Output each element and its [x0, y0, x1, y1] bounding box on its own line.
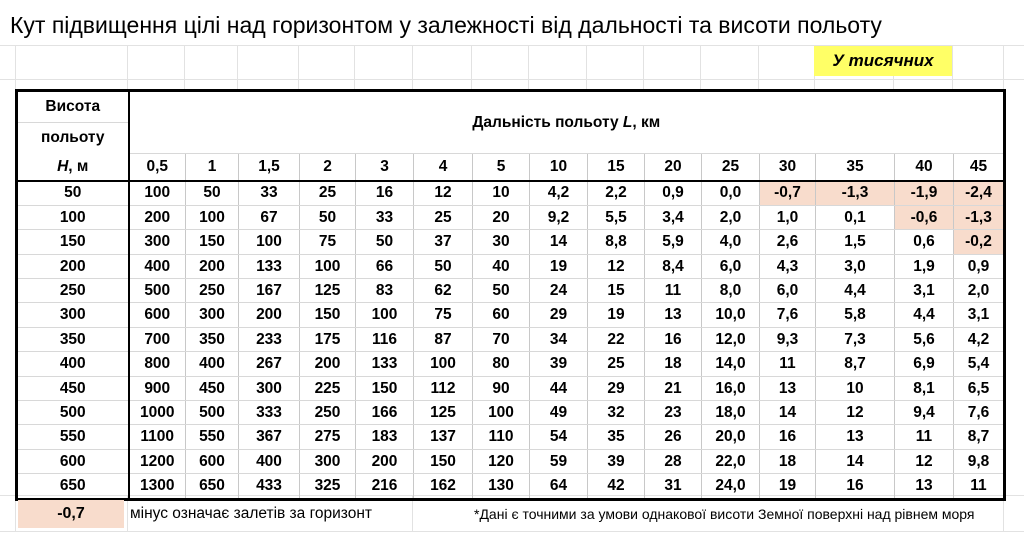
angle-cell: 225 [300, 376, 356, 400]
angle-cell: 33 [356, 205, 414, 229]
angle-cell: 83 [356, 279, 414, 303]
table-row [17, 474, 1005, 499]
angle-cell: 333 [239, 401, 300, 425]
table-row [17, 425, 1005, 449]
range-column-header: 3 [356, 153, 414, 181]
angle-cell: 19 [588, 303, 645, 327]
angle-cell: 8,1 [895, 376, 954, 400]
angle-cell: 18,0 [702, 401, 760, 425]
angle-cell: 2,0 [702, 205, 760, 229]
angle-cell: 11 [895, 425, 954, 449]
angle-cell: 130 [473, 474, 530, 499]
angle-cell: 39 [588, 449, 645, 473]
angle-cell: 42 [588, 474, 645, 499]
angle-cell: 26 [645, 425, 702, 449]
angle-cell: 50 [473, 279, 530, 303]
angle-cell: 1,9 [895, 254, 954, 278]
angle-cell: 183 [356, 425, 414, 449]
angle-cell: 7,6 [954, 401, 1005, 425]
height-cell: 300 [17, 303, 129, 327]
angle-cell: 12,0 [702, 327, 760, 351]
angle-cell: 110 [473, 425, 530, 449]
legend-text: мінус означає залетів за горизонт [130, 505, 373, 522]
angle-cell: 433 [239, 474, 300, 499]
angle-cell: 62 [414, 279, 473, 303]
angle-cell: 400 [129, 254, 186, 278]
height-header-line2: польоту [17, 123, 129, 154]
table-row [17, 327, 1005, 351]
table-row [17, 279, 1005, 303]
angle-cell: 67 [239, 205, 300, 229]
angle-cell: 200 [186, 254, 239, 278]
angle-cell: 24,0 [702, 474, 760, 499]
angle-cell: 300 [186, 303, 239, 327]
range-column-header: 40 [895, 153, 954, 181]
angle-cell: 16 [356, 181, 414, 206]
angle-cell: 8,4 [645, 254, 702, 278]
angle-cell: 18 [645, 352, 702, 376]
range-symbol: L [622, 113, 633, 131]
height-cell: 650 [17, 474, 129, 499]
angle-cell: 2,0 [954, 279, 1005, 303]
legend-sample-value: -0,7 [18, 500, 124, 528]
angle-cell: 66 [356, 254, 414, 278]
angle-cell: 12 [895, 449, 954, 473]
angle-cell: 3,1 [895, 279, 954, 303]
angle-cell: 300 [239, 376, 300, 400]
angle-cell: 5,6 [895, 327, 954, 351]
angle-cell: 3,1 [954, 303, 1005, 327]
angle-cell: 9,2 [530, 205, 588, 229]
angle-cell: 5,5 [588, 205, 645, 229]
angle-cell: 116 [356, 327, 414, 351]
angle-cell: 14 [760, 401, 816, 425]
angle-cell: 18 [760, 449, 816, 473]
angle-cell: 29 [530, 303, 588, 327]
angle-cell: 11 [760, 352, 816, 376]
angle-cell: 4,3 [760, 254, 816, 278]
angle-cell: 100 [300, 254, 356, 278]
angle-cell: 3,0 [816, 254, 895, 278]
height-cell: 450 [17, 376, 129, 400]
angle-cell: 2,6 [760, 230, 816, 254]
angle-cell: 0,9 [645, 181, 702, 206]
angle-cell: 4,2 [954, 327, 1005, 351]
height-unit: , м [68, 157, 89, 175]
angle-cell: 13 [760, 376, 816, 400]
angle-cell: 19 [530, 254, 588, 278]
angle-cell: 16,0 [702, 376, 760, 400]
angle-cell: 59 [530, 449, 588, 473]
angle-cell: 0,9 [954, 254, 1005, 278]
angle-cell: 1100 [129, 425, 186, 449]
angle-cell: 100 [129, 181, 186, 206]
range-column-header: 20 [645, 153, 702, 181]
angle-cell: 125 [414, 401, 473, 425]
angle-cell: 28 [645, 449, 702, 473]
angle-cell: 800 [129, 352, 186, 376]
table-row [17, 181, 1005, 206]
height-cell: 350 [17, 327, 129, 351]
range-header [129, 91, 1005, 154]
angle-cell: 6,9 [895, 352, 954, 376]
angle-cell: 13 [816, 425, 895, 449]
height-cell: 500 [17, 401, 129, 425]
angle-cell: 500 [186, 401, 239, 425]
table-row [17, 254, 1005, 278]
angle-cell: 200 [129, 205, 186, 229]
table-row [17, 230, 1005, 254]
angle-cell: 700 [129, 327, 186, 351]
angle-cell: 175 [300, 327, 356, 351]
height-header-line1: Висота [17, 91, 129, 123]
angle-cell: 50 [186, 181, 239, 206]
range-column-header: 45 [954, 153, 1005, 181]
angle-cell: 10 [473, 181, 530, 206]
angle-cell: 33 [239, 181, 300, 206]
height-unit-header [17, 153, 129, 181]
angle-cell: 250 [300, 401, 356, 425]
angle-cell: 300 [129, 230, 186, 254]
angle-cell: 4,0 [702, 230, 760, 254]
range-unit: , км [632, 113, 661, 131]
angle-cell: 133 [239, 254, 300, 278]
angle-cell: 12 [414, 181, 473, 206]
angle-cell: 650 [186, 474, 239, 499]
range-column-header: 4 [414, 153, 473, 181]
angle-cell: 64 [530, 474, 588, 499]
angle-cell: -0,7 [760, 181, 816, 206]
height-symbol: H [57, 157, 69, 175]
range-column-header: 25 [702, 153, 760, 181]
angle-cell: 150 [356, 376, 414, 400]
angle-cell: 216 [356, 474, 414, 499]
angle-cell: 87 [414, 327, 473, 351]
angle-cell: 10 [816, 376, 895, 400]
angle-cell: 35 [588, 425, 645, 449]
angle-cell: 37 [414, 230, 473, 254]
angle-cell: 4,2 [530, 181, 588, 206]
angle-cell: 112 [414, 376, 473, 400]
angle-cell: 54 [530, 425, 588, 449]
height-cell: 50 [17, 181, 129, 206]
table-row [17, 376, 1005, 400]
units-note: У тисячних [814, 46, 952, 76]
angle-cell: 40 [473, 254, 530, 278]
angle-cell: 300 [300, 449, 356, 473]
angle-cell: 150 [300, 303, 356, 327]
angle-cell: 3,4 [645, 205, 702, 229]
angle-cell: 7,6 [760, 303, 816, 327]
angle-cell: 25 [414, 205, 473, 229]
height-cell: 100 [17, 205, 129, 229]
angle-cell: 5,9 [645, 230, 702, 254]
angle-cell: 25 [588, 352, 645, 376]
angle-cell: 120 [473, 449, 530, 473]
angle-cell: 1,5 [816, 230, 895, 254]
angle-cell: 8,7 [954, 425, 1005, 449]
angle-cell: 8,0 [702, 279, 760, 303]
height-cell: 550 [17, 425, 129, 449]
angle-cell: 30 [473, 230, 530, 254]
angle-cell: 12 [588, 254, 645, 278]
angle-cell: 2,2 [588, 181, 645, 206]
angle-cell: 39 [530, 352, 588, 376]
height-cell: 600 [17, 449, 129, 473]
angle-cell: 100 [186, 205, 239, 229]
angle-cell: -1,3 [816, 181, 895, 206]
angle-cell: 367 [239, 425, 300, 449]
angle-cell: 32 [588, 401, 645, 425]
angle-cell: 49 [530, 401, 588, 425]
angle-cell: 16 [816, 474, 895, 499]
angle-cell: 350 [186, 327, 239, 351]
angle-cell: 75 [414, 303, 473, 327]
angle-cell: 150 [186, 230, 239, 254]
angle-cell: 9,3 [760, 327, 816, 351]
angle-cell: 500 [129, 279, 186, 303]
angle-cell: 100 [414, 352, 473, 376]
range-column-header: 5 [473, 153, 530, 181]
angle-cell: 31 [645, 474, 702, 499]
angle-cell: 200 [239, 303, 300, 327]
angle-cell: 600 [129, 303, 186, 327]
angle-cell: 137 [414, 425, 473, 449]
angle-cell: 100 [356, 303, 414, 327]
angle-cell: -0,2 [954, 230, 1005, 254]
angle-cell: 1000 [129, 401, 186, 425]
angle-cell: 13 [645, 303, 702, 327]
angle-cell: 100 [473, 401, 530, 425]
range-column-header: 0,5 [129, 153, 186, 181]
angle-cell: 22 [588, 327, 645, 351]
angle-cell: 22,0 [702, 449, 760, 473]
angle-cell: 75 [300, 230, 356, 254]
range-column-header: 15 [588, 153, 645, 181]
angle-cell: 325 [300, 474, 356, 499]
angle-cell: 16 [645, 327, 702, 351]
angle-cell: 0,0 [702, 181, 760, 206]
range-label-prefix: Дальність польоту [472, 113, 623, 131]
table-row [17, 401, 1005, 425]
angle-cell: 100 [239, 230, 300, 254]
angle-cell: 4,4 [895, 303, 954, 327]
angle-cell: 550 [186, 425, 239, 449]
angle-cell: 44 [530, 376, 588, 400]
angle-cell: 9,8 [954, 449, 1005, 473]
angle-cell: 15 [588, 279, 645, 303]
angle-cell: 900 [129, 376, 186, 400]
angle-cell: 133 [356, 352, 414, 376]
angle-cell: 25 [300, 181, 356, 206]
angle-cell: 5,8 [816, 303, 895, 327]
angle-cell: 0,1 [816, 205, 895, 229]
angle-cell: 34 [530, 327, 588, 351]
range-column-header: 30 [760, 153, 816, 181]
angle-cell: 50 [300, 205, 356, 229]
angle-cell: 150 [414, 449, 473, 473]
angle-cell: 12 [816, 401, 895, 425]
angle-cell: 450 [186, 376, 239, 400]
angle-cell: 166 [356, 401, 414, 425]
table-row [17, 449, 1005, 473]
angle-cell: 400 [186, 352, 239, 376]
angle-cell: 600 [186, 449, 239, 473]
angle-cell: 400 [239, 449, 300, 473]
angle-cell: 19 [760, 474, 816, 499]
angle-cell: 233 [239, 327, 300, 351]
angle-cell: 6,0 [760, 279, 816, 303]
table-row [17, 352, 1005, 376]
angle-cell: 90 [473, 376, 530, 400]
angle-cell: 1300 [129, 474, 186, 499]
range-column-header: 1 [186, 153, 239, 181]
angle-cell: 13 [895, 474, 954, 499]
angle-cell: 21 [645, 376, 702, 400]
angle-cell: 14 [816, 449, 895, 473]
angle-cell: 6,5 [954, 376, 1005, 400]
angle-cell: 24 [530, 279, 588, 303]
angle-cell: 200 [300, 352, 356, 376]
angle-cell: 8,7 [816, 352, 895, 376]
angle-cell: 29 [588, 376, 645, 400]
angle-cell: 4,4 [816, 279, 895, 303]
footnote: *Дані є точними за умови однакової висоти Земної поверхні над рівнем моря [474, 506, 975, 522]
angle-cell: 167 [239, 279, 300, 303]
angle-cell: 80 [473, 352, 530, 376]
angle-cell: 125 [300, 279, 356, 303]
angle-cell: 275 [300, 425, 356, 449]
page-title: Кут підвищення цілі над горизонтом у залежності від дальності та висоти польоту [10, 12, 882, 38]
angle-cell: 50 [414, 254, 473, 278]
angle-cell: 9,4 [895, 401, 954, 425]
table-row [17, 205, 1005, 229]
angle-cell: 1200 [129, 449, 186, 473]
angle-cell: 14,0 [702, 352, 760, 376]
angle-cell: 16 [760, 425, 816, 449]
range-column-header: 2 [300, 153, 356, 181]
angle-cell: 11 [954, 474, 1005, 499]
angle-cell: 200 [356, 449, 414, 473]
angle-cell: 8,8 [588, 230, 645, 254]
range-column-header: 35 [816, 153, 895, 181]
angle-cell: 23 [645, 401, 702, 425]
angle-cell: 5,4 [954, 352, 1005, 376]
angle-cell: 267 [239, 352, 300, 376]
angle-cell: 250 [186, 279, 239, 303]
angle-cell: 1,0 [760, 205, 816, 229]
angle-cell: 162 [414, 474, 473, 499]
angle-cell: 70 [473, 327, 530, 351]
angle-cell: 11 [645, 279, 702, 303]
angle-cell: 7,3 [816, 327, 895, 351]
range-column-header: 1,5 [239, 153, 300, 181]
angle-cell: -0,6 [895, 205, 954, 229]
elevation-angle-table [15, 89, 1006, 501]
angle-cell: 10,0 [702, 303, 760, 327]
height-cell: 400 [17, 352, 129, 376]
height-cell: 200 [17, 254, 129, 278]
angle-cell: 60 [473, 303, 530, 327]
height-cell: 250 [17, 279, 129, 303]
table-row [17, 303, 1005, 327]
height-cell: 150 [17, 230, 129, 254]
angle-cell: 6,0 [702, 254, 760, 278]
angle-cell: 20,0 [702, 425, 760, 449]
angle-cell: -1,9 [895, 181, 954, 206]
angle-cell: 14 [530, 230, 588, 254]
angle-cell: 20 [473, 205, 530, 229]
range-column-header: 10 [530, 153, 588, 181]
angle-cell: -1,3 [954, 205, 1005, 229]
angle-cell: -2,4 [954, 181, 1005, 206]
angle-cell: 0,6 [895, 230, 954, 254]
angle-cell: 50 [356, 230, 414, 254]
